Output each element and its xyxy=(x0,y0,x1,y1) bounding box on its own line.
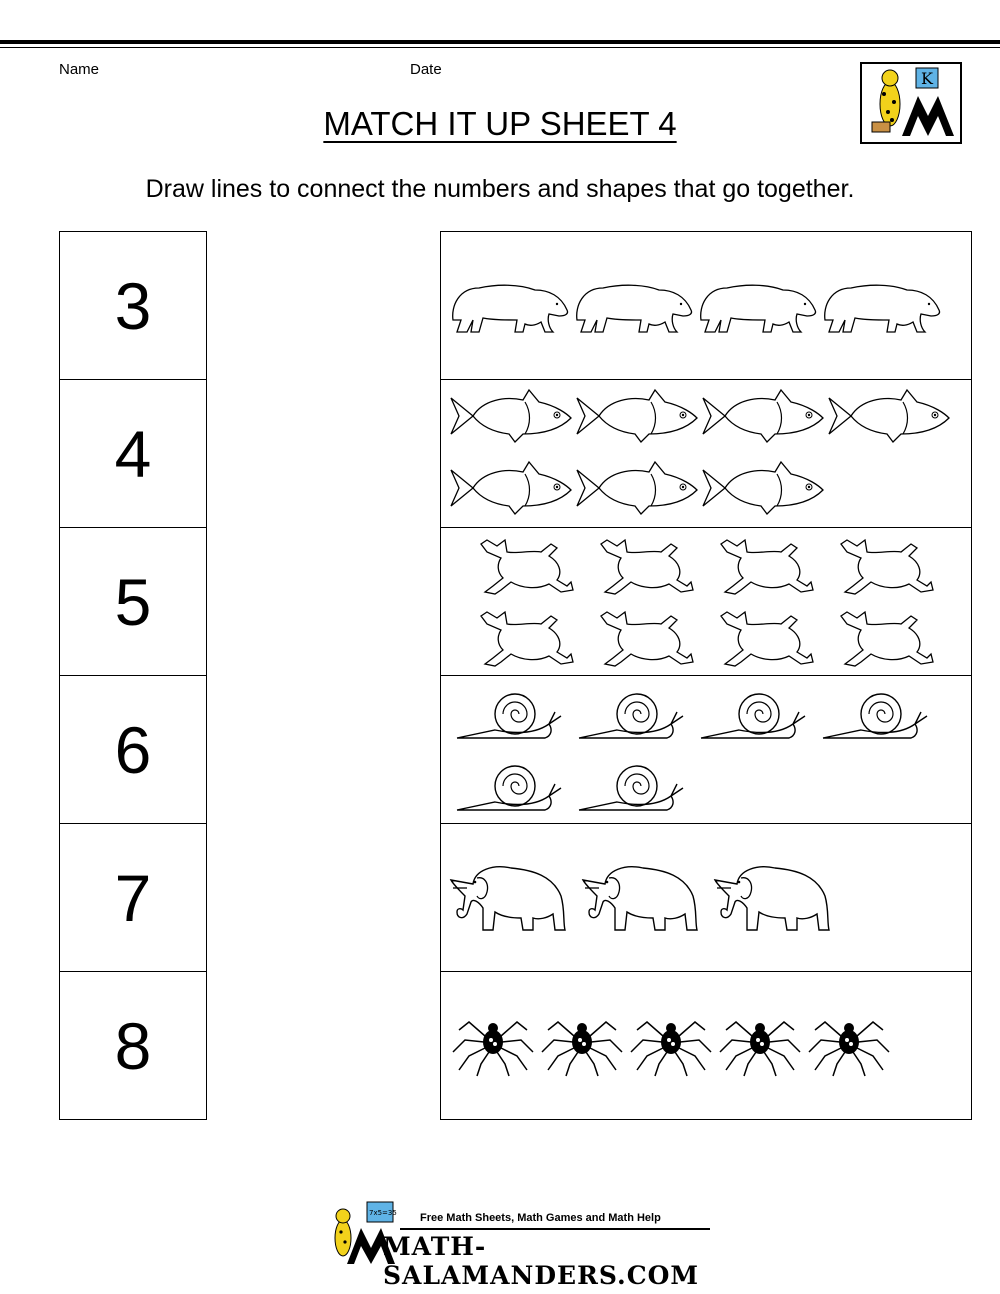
snail-icon xyxy=(579,766,683,810)
snail-icon xyxy=(579,694,683,738)
fish-icon xyxy=(577,462,697,514)
spider-icon xyxy=(453,1022,533,1076)
frog-icon xyxy=(841,540,933,594)
footer-site-name: MATH-SALAMANDERS.COM xyxy=(383,1232,700,1290)
name-label: Name xyxy=(59,61,100,78)
frog-icon xyxy=(841,612,933,666)
number-cell[interactable]: 6 xyxy=(59,675,207,824)
snail-icon xyxy=(457,694,561,738)
picture-cell-elephants[interactable] xyxy=(440,823,972,972)
frog-icon xyxy=(601,540,693,594)
polar-bear-icon xyxy=(825,285,940,332)
number-cell[interactable]: 8 xyxy=(59,971,207,1120)
footer-divider xyxy=(400,1228,710,1230)
spider-icon xyxy=(542,1022,622,1076)
footer-badge: 7x5=35 xyxy=(369,1209,397,1217)
worksheet-title: MATCH IT UP SHEET 4 xyxy=(323,105,677,142)
number-column xyxy=(59,231,207,1120)
number-cell[interactable]: 3 xyxy=(59,231,207,380)
fish-icon xyxy=(703,462,823,514)
footer-branding xyxy=(325,1198,715,1290)
spider-icon xyxy=(809,1022,889,1076)
frog-icon xyxy=(481,540,573,594)
frog-icon xyxy=(721,540,813,594)
logo-letter: K xyxy=(921,69,933,88)
polar-bear-icon xyxy=(577,285,692,332)
fish-icon xyxy=(451,462,571,514)
picture-column xyxy=(440,231,972,1120)
frog-icon xyxy=(481,612,573,666)
picture-cell-spiders[interactable] xyxy=(440,971,972,1120)
number-cell[interactable]: 5 xyxy=(59,527,207,676)
picture-cell-snails[interactable] xyxy=(440,675,972,824)
number-cell[interactable]: 4 xyxy=(59,379,207,528)
frog-icon xyxy=(601,612,693,666)
top-rule xyxy=(0,40,1000,44)
elephant-icon xyxy=(583,867,697,930)
frog-icon xyxy=(721,612,813,666)
top-rule-thin xyxy=(0,47,1000,48)
polar-bear-icon xyxy=(701,285,816,332)
spider-icon xyxy=(631,1022,711,1076)
spider-icon xyxy=(720,1022,800,1076)
picture-cell-fish[interactable] xyxy=(440,379,972,528)
snail-icon xyxy=(823,694,927,738)
fish-icon xyxy=(703,390,823,442)
polar-bear-icon xyxy=(453,285,568,332)
fish-icon xyxy=(829,390,949,442)
fish-icon xyxy=(451,390,571,442)
snail-icon xyxy=(701,694,805,738)
footer-tagline: Free Math Sheets, Math Games and Math Help xyxy=(420,1212,661,1224)
instructions: Draw lines to connect the numbers and shapes that go together. xyxy=(145,175,855,203)
fish-icon xyxy=(577,390,697,442)
picture-cell-bears[interactable] xyxy=(440,231,972,380)
elephant-icon xyxy=(451,867,565,930)
snail-icon xyxy=(457,766,561,810)
picture-cell-frogs[interactable] xyxy=(440,527,972,676)
date-label: Date xyxy=(410,61,442,78)
number-cell[interactable]: 7 xyxy=(59,823,207,972)
elephant-icon xyxy=(715,867,829,930)
